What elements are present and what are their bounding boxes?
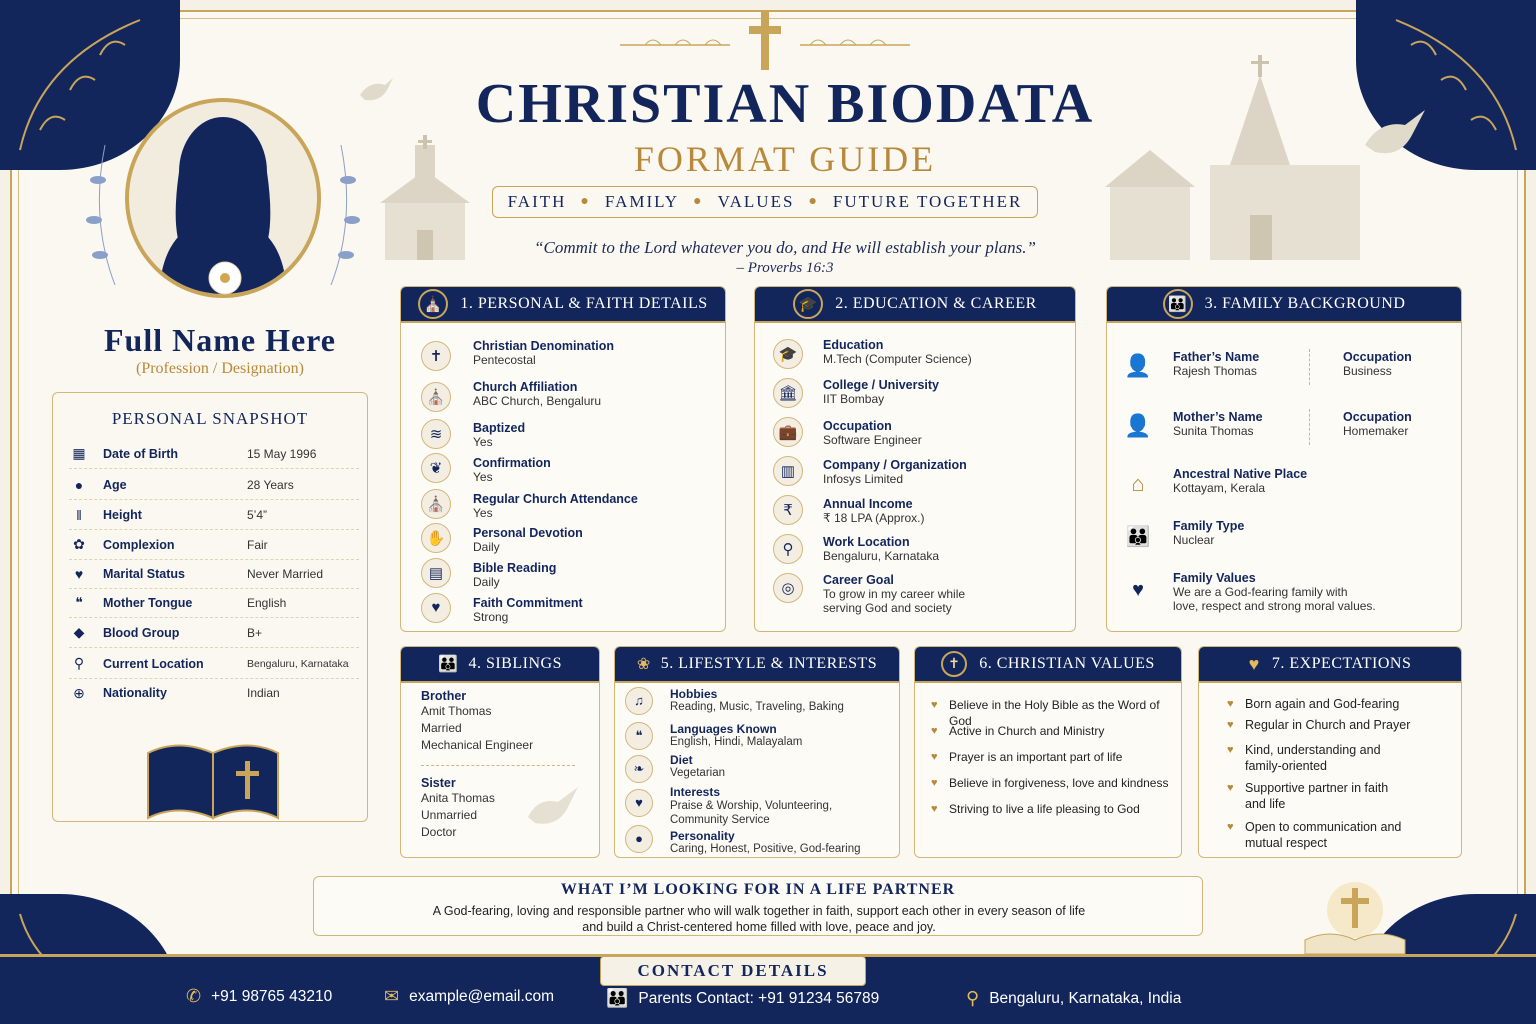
item-value: To grow in my career while <box>823 587 966 601</box>
expectation-item <box>1245 717 1410 733</box>
dove-icon-left <box>355 70 395 110</box>
item-label: Bible Reading <box>473 561 557 575</box>
expectation-line: ♥ Supportive partner in faith <box>1245 781 1389 795</box>
item-label: Company / Organization <box>823 458 967 472</box>
item-value: Daily <box>473 575 500 589</box>
heart-icon: ♥ <box>421 593 451 623</box>
card-header <box>401 647 599 683</box>
item-label: Baptized <box>473 421 526 435</box>
item-value: ₹ 18 LPA (Approx.) <box>823 511 925 525</box>
list-item <box>670 829 860 855</box>
list-item <box>823 378 939 406</box>
right-laurel-icon <box>795 30 915 60</box>
item-value: Anita Thomas <box>421 791 495 805</box>
item-value: Homemaker <box>1343 424 1409 438</box>
expectation-line: ♥ Born again and God-fearing <box>1245 697 1400 711</box>
item-value: English, Hindi, Malayalam <box>670 736 803 748</box>
expectations-card <box>1198 646 1462 858</box>
rupee-icon: ₹ <box>773 495 803 525</box>
snapshot-row <box>69 678 359 708</box>
church-icon: ⛪ <box>418 289 448 319</box>
list-item <box>1173 571 1376 613</box>
drop-icon: ◆ <box>73 624 85 640</box>
item-value: Yes <box>473 470 493 484</box>
person-icon: ● <box>74 476 84 493</box>
snapshot-label: Nationality <box>103 686 167 700</box>
card-title: 7. EXPECTATIONS <box>1271 655 1412 672</box>
speech-icon: ❝ <box>75 594 83 610</box>
praying-hands-icon: ✋ <box>421 523 451 553</box>
snapshot-value: Fair <box>247 537 268 552</box>
card-title: 3. FAMILY BACKGROUND <box>1204 295 1406 312</box>
list-item <box>473 456 551 484</box>
snapshot-row <box>69 618 359 648</box>
card-header <box>401 287 725 323</box>
item-value: Doctor <box>421 825 457 839</box>
list-item <box>670 687 844 713</box>
list-item <box>473 596 583 624</box>
bible-quote-reference: – Proverbs 16:3 <box>736 260 834 276</box>
item-value: Business <box>1343 364 1392 378</box>
snapshot-value: Bengaluru, Karnataka <box>247 657 349 670</box>
christian-values-card <box>914 646 1182 858</box>
graduation-cap-icon: 🎓 <box>773 339 803 369</box>
full-name: Full Name Here <box>103 322 336 358</box>
lifestyle-card <box>614 646 900 858</box>
face-icon: ✿ <box>73 536 85 552</box>
open-bible-icon <box>143 733 283 821</box>
email-contact[interactable] <box>384 986 554 1007</box>
building-icon: 🏛 <box>773 378 803 408</box>
item-label: Church Affiliation <box>473 380 578 394</box>
list-item <box>1173 410 1263 438</box>
snapshot-label: Date of Birth <box>103 446 178 461</box>
parents-contact[interactable] <box>606 988 879 1009</box>
contact-title: CONTACT DETAILS <box>600 956 866 986</box>
list-item <box>473 526 583 554</box>
education-career-card <box>754 286 1076 632</box>
page-title: CHRISTIAN BIODATA <box>475 73 1095 135</box>
cross-icon: ✝ <box>421 341 451 371</box>
email-address: example@email.com <box>409 987 555 1005</box>
expectation-line: family-oriented <box>1245 759 1327 773</box>
phone-contact[interactable] <box>186 986 332 1007</box>
list-item <box>473 339 614 367</box>
life-partner-panel <box>313 876 1203 936</box>
expectation-line: ♥ Open to communication and <box>1245 820 1402 834</box>
bible-quote: “Commit to the Lord whatever you do, and He will establish your plans.” <box>534 238 1036 257</box>
item-value: Vegetarian <box>670 767 725 779</box>
item-label: Education <box>823 338 884 352</box>
value-item: ♥ Believe in the Holy Bible as the Word of God <box>949 697 1181 729</box>
sister-details <box>421 776 495 841</box>
mother-icon: 👤 <box>1124 413 1152 438</box>
expectation-item <box>1245 780 1388 812</box>
item-value: Married <box>421 721 462 735</box>
card-header <box>1199 647 1461 683</box>
item-label: Ancestral Native Place <box>1173 467 1308 481</box>
item-label: Interests <box>670 785 721 799</box>
card-title: 1. PERSONAL & FAITH DETAILS <box>460 295 708 312</box>
divider <box>1309 349 1310 385</box>
lotus-icon: ❀ <box>636 656 651 673</box>
list-item <box>823 419 922 447</box>
snapshot-row <box>69 588 359 618</box>
card-title: 4. SIBLINGS <box>468 655 562 672</box>
water-icon: ≋ <box>421 419 451 449</box>
item-label: Occupation <box>1343 410 1412 424</box>
snapshot-label: Blood Group <box>103 625 180 640</box>
item-value: Reading, Music, Traveling, Baking <box>670 701 844 713</box>
item-value: Mechanical Engineer <box>421 738 534 752</box>
item-label: Occupation <box>823 419 892 433</box>
item-value: love, respect and strong moral values. <box>1173 599 1376 613</box>
item-value: Yes <box>473 435 493 449</box>
card-title: 2. EDUCATION & CAREER <box>835 295 1037 312</box>
church-icon: ⛪ <box>421 489 451 519</box>
item-value: We are a God-fearing family with <box>1173 585 1348 599</box>
item-value: IIT Bombay <box>823 392 885 406</box>
dove-icon: ❦ <box>421 453 451 483</box>
item-value: Unmarried <box>421 808 478 822</box>
snapshot-row <box>69 470 359 500</box>
left-laurel-icon <box>615 30 735 60</box>
list-item <box>473 492 638 520</box>
list-item <box>1173 350 1259 378</box>
list-item <box>1343 410 1412 438</box>
snapshot-row <box>69 649 359 679</box>
item-value: Pentecostal <box>473 353 536 367</box>
list-item <box>823 573 965 615</box>
list-item <box>670 722 802 748</box>
item-label: Confirmation <box>473 456 551 470</box>
divider <box>421 765 575 766</box>
partner-text-line: A God-fearing, loving and responsible partner who will walk together in faith, support each other in every season of life <box>432 904 1086 918</box>
profession: (Profession / Designation) <box>136 360 304 377</box>
item-value: Daily <box>473 540 500 554</box>
item-value: Yes <box>473 506 493 520</box>
item-value: Nuclear <box>1173 533 1215 547</box>
item-value: Kottayam, Kerala <box>1173 481 1266 495</box>
expectation-item <box>1245 819 1401 851</box>
value-item: ♥ Striving to live a life pleasing to God <box>949 801 1140 817</box>
family-type-icon: 👪 <box>1125 525 1151 548</box>
item-label: Annual Income <box>823 497 913 511</box>
list-item <box>473 380 601 408</box>
family-icon: 👪 <box>1163 289 1193 319</box>
item-label: Faith Commitment <box>473 596 583 610</box>
parents-phone: Parents Contact: +91 91234 56789 <box>638 989 880 1007</box>
heart-icon: ♥ <box>74 565 84 582</box>
snapshot-row <box>69 439 359 469</box>
expectation-line: ♥ Regular in Church and Prayer <box>1245 718 1411 732</box>
card-header <box>615 647 899 683</box>
speech-icon: ❝ <box>625 722 653 750</box>
partner-text-line: and build a Christ-centered home filled with love, peace and joy. <box>582 920 936 934</box>
item-value: Community Service <box>670 814 770 826</box>
pin-icon: ⚲ <box>73 655 85 671</box>
phone-icon: ✆ <box>186 986 202 1006</box>
item-label: Christian Denomination <box>473 339 614 353</box>
music-icon: ♫ <box>625 687 653 715</box>
item-value: Infosys Limited <box>823 472 904 486</box>
list-item <box>1173 519 1244 547</box>
expectation-line: and life <box>1245 797 1286 811</box>
tag-family: FAMILY <box>604 192 680 211</box>
graduation-cap-icon: 🎓 <box>793 289 823 319</box>
item-label: Father’s Name <box>1173 350 1260 364</box>
item-value: Caring, Honest, Positive, God-fearing <box>670 843 861 855</box>
father-icon: 👤 <box>1124 353 1152 378</box>
leaf-branch-left-icon <box>80 140 120 290</box>
item-label: Family Type <box>1173 519 1245 533</box>
list-item <box>1343 350 1412 378</box>
list-item <box>823 458 967 486</box>
heart-icon: ♥ <box>625 789 653 817</box>
item-label: Sister <box>421 776 456 790</box>
item-value: serving God and society <box>823 601 952 615</box>
family-icon: 👪 <box>606 988 629 1008</box>
card-header <box>915 647 1181 683</box>
list-item <box>473 561 556 589</box>
snapshot-value: 28 Years <box>247 477 294 492</box>
tag-values: VALUES <box>717 192 795 211</box>
item-label: Diet <box>670 753 693 767</box>
expectation-item <box>1245 742 1381 774</box>
item-label: Personality <box>670 829 735 843</box>
location-contact <box>966 988 1181 1009</box>
item-value: Bengaluru, Karnataka <box>823 549 940 563</box>
briefcase-icon: 💼 <box>773 417 803 447</box>
card-title: 6. CHRISTIAN VALUES <box>979 655 1155 672</box>
item-value: Rajesh Thomas <box>1173 364 1257 378</box>
calendar-icon: ▦ <box>72 445 86 461</box>
partner-description <box>374 903 1144 935</box>
item-value: ABC Church, Bengaluru <box>473 394 602 408</box>
value-item: ♥ Believe in forgiveness, love and kindness <box>949 775 1168 791</box>
item-value: Amit Thomas <box>421 704 492 718</box>
item-label: Mother’s Name <box>1173 410 1263 424</box>
snapshot-label: Height <box>103 507 142 522</box>
tag-future: FUTURE TOGETHER <box>832 192 1023 211</box>
house-icon: ⌂ <box>1131 471 1145 496</box>
value-item: ♥ Active in Church and Ministry <box>949 723 1104 739</box>
item-value: Strong <box>473 610 509 624</box>
divider <box>1309 409 1310 445</box>
flower-icon <box>195 258 255 298</box>
list-item <box>823 535 939 563</box>
phone-number: +91 98765 43210 <box>211 987 333 1005</box>
snapshot-value: 15 May 1996 <box>247 446 317 461</box>
office-icon: ▥ <box>773 456 803 486</box>
card-title: 5. LIFESTYLE & INTERESTS <box>660 655 878 672</box>
tagline-bar: FAITH ● FAMILY ● VALUES ● FUTURE TOGETHER <box>492 186 1038 218</box>
card-header <box>1107 287 1461 323</box>
leaf-branch-right-icon <box>326 140 366 290</box>
church-icon: ⛪ <box>421 382 451 412</box>
item-label: Career Goal <box>823 573 894 587</box>
item-label: Personal Devotion <box>473 526 583 540</box>
item-label: Occupation <box>1343 350 1412 364</box>
list-item <box>670 785 832 827</box>
dove-icon-right <box>1360 100 1430 170</box>
list-item <box>473 421 525 449</box>
person-icon: ● <box>625 825 653 853</box>
height-icon: ‖ <box>76 506 82 523</box>
snapshot-title: PERSONAL SNAPSHOT <box>111 409 309 428</box>
cross-icon: ✝ <box>941 651 967 677</box>
item-label: Hobbies <box>670 687 718 701</box>
snapshot-row <box>69 530 359 560</box>
partner-title: WHAT I’M LOOKING FOR IN A LIFE PARTNER <box>560 881 956 898</box>
snapshot-label: Mother Tongue <box>103 595 193 610</box>
item-label: Regular Church Attendance <box>473 492 638 506</box>
item-label: Work Location <box>823 535 910 549</box>
snapshot-label: Current Location <box>103 656 204 671</box>
item-label: College / University <box>823 378 940 392</box>
siblings-card <box>400 646 600 858</box>
leaf-icon: ❧ <box>625 755 653 783</box>
list-item <box>670 753 725 779</box>
snapshot-value: 5’4” <box>247 507 268 522</box>
item-value: Software Engineer <box>823 433 922 447</box>
bible-icon: ▤ <box>421 558 451 588</box>
snapshot-value: B+ <box>247 625 263 640</box>
snapshot-value: Indian <box>247 686 280 700</box>
globe-icon: ⊕ <box>73 684 85 701</box>
snapshot-label: Marital Status <box>103 566 185 581</box>
pin-icon: ⚲ <box>773 534 803 564</box>
item-value: Praise & Worship, Volunteering, <box>670 800 833 812</box>
personal-faith-card <box>400 286 726 632</box>
item-label: Family Values <box>1173 571 1256 585</box>
target-icon: ◎ <box>773 573 803 603</box>
snapshot-label: Age <box>103 477 127 492</box>
pin-icon: ⚲ <box>966 988 980 1008</box>
page-subtitle: FORMAT GUIDE <box>633 139 937 179</box>
item-value: Sunita Thomas <box>1173 424 1254 438</box>
dove-icon <box>523 777 583 837</box>
expectation-line: mutual respect <box>1245 836 1327 850</box>
card-header <box>755 287 1075 323</box>
item-label: Languages Known <box>670 722 777 736</box>
expectation-line: ♥ Kind, understanding and <box>1245 743 1381 757</box>
tag-faith: FAITH <box>507 192 567 211</box>
glowing-bible-icon <box>1295 880 1415 956</box>
snapshot-value: English <box>247 595 287 610</box>
top-cross-icon <box>745 10 785 72</box>
envelope-icon: ✉ <box>384 986 400 1006</box>
siblings-icon: 👪 <box>438 656 459 673</box>
snapshot-row <box>69 500 359 530</box>
heart-hands-icon: ♥ <box>1132 578 1144 601</box>
value-item: ♥ Prayer is an important part of life <box>949 749 1122 765</box>
snapshot-value: Never Married <box>247 566 324 581</box>
snapshot-label: Complexion <box>103 537 175 552</box>
snapshot-row <box>69 559 359 589</box>
family-background-card <box>1106 286 1462 632</box>
item-value: M.Tech (Computer Science) <box>823 352 972 366</box>
item-label: Brother <box>421 689 467 703</box>
list-item <box>823 338 972 366</box>
heart-icon: ♥ <box>1248 653 1260 674</box>
brother-details <box>421 689 533 754</box>
list-item <box>1173 467 1307 495</box>
location-text: Bengaluru, Karnataka, India <box>989 989 1182 1007</box>
expectation-item <box>1245 696 1399 712</box>
personal-snapshot-panel <box>52 392 368 822</box>
church-illustration-right <box>1100 55 1370 265</box>
list-item <box>823 497 924 525</box>
